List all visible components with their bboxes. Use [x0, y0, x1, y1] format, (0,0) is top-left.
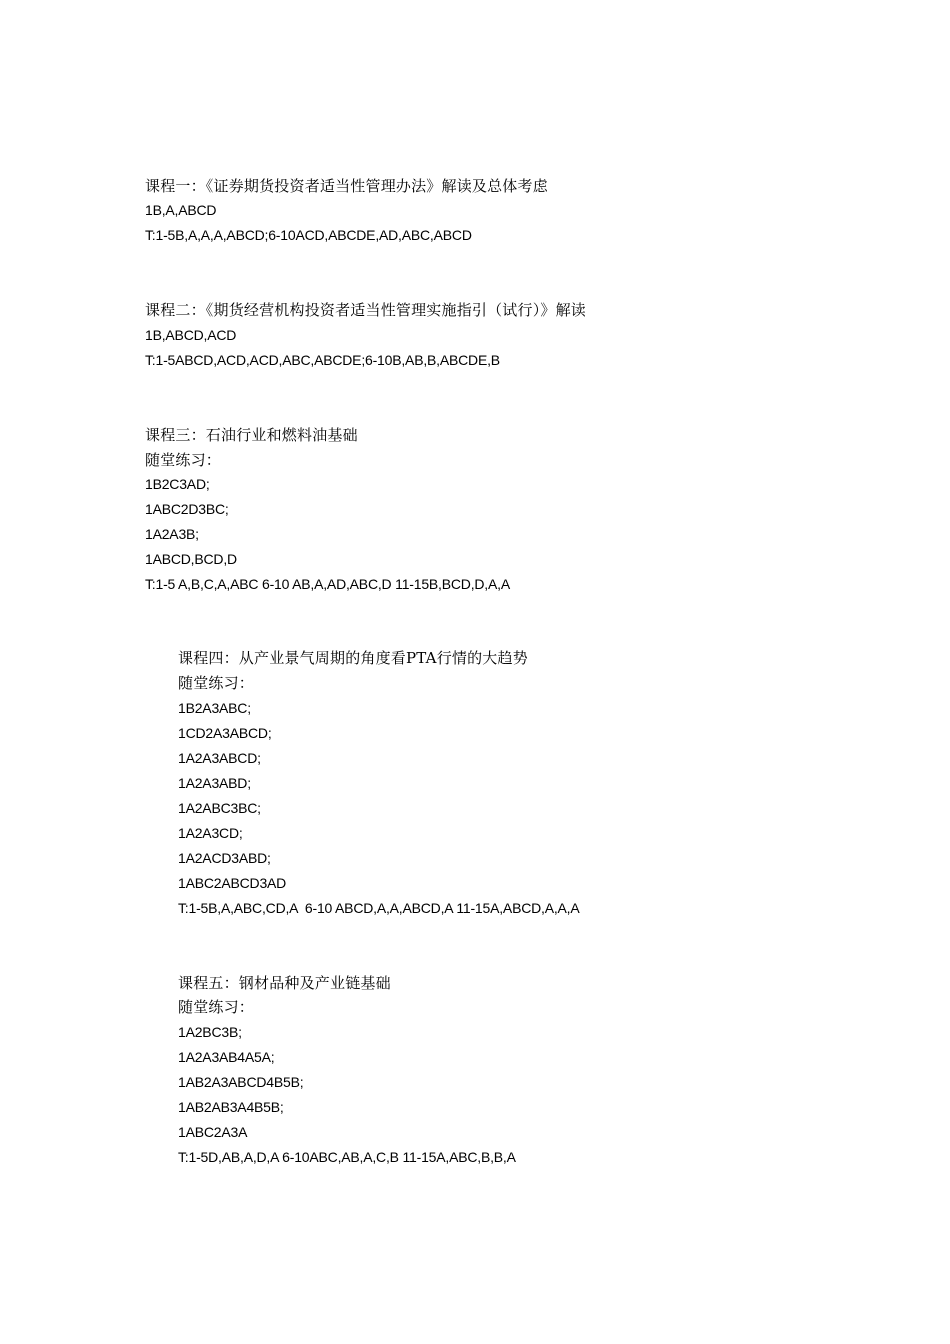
course-3-answer-line-2: 1ABC2D3BC; — [145, 501, 229, 517]
course-5-answer-line-5: 1ABC2A3A — [178, 1124, 248, 1140]
course-4-answer-line-9: T:1-5B,A,ABC,CD,A 6-10 ABCD,A,A,ABCD,A 11-15A,ABCD,A,A,A — [178, 900, 580, 916]
course-5-answer-line-6: T:1-5D,AB,A,D,A 6-10ABC,AB,A,C,B 11-15A,ABC,B,B,A — [178, 1149, 516, 1165]
course-4-answer-line-2: 1CD2A3ABCD; — [178, 725, 272, 741]
course-4-answer-line-7: 1A2ACD3ABD; — [178, 850, 271, 866]
course-5-practice-label: 随堂练习： — [178, 998, 255, 1016]
course-4-answer-line-4: 1A2A3ABD; — [178, 775, 251, 791]
course-3-answer-line-3: 1A2A3B; — [145, 526, 199, 542]
course-5-answer-line-2: 1A2A3AB4A5A; — [178, 1049, 275, 1065]
course-3-practice-label: 随堂练习： — [145, 451, 222, 469]
course-2-answer-line-2: T:1-5ABCD,ACD,ACD,ABC,ABCDE;6-10B,AB,B,ABCDE,B — [145, 352, 500, 368]
course-3-answer-line-5: T:1-5 A,B,C,A,ABC 6-10 AB,A,AD,ABC,D 11-15B,BCD,D,A,A — [145, 576, 510, 592]
course-4-title: 课程四：从产业景气周期的角度看PTA行情的大趋势 — [178, 649, 528, 667]
course-3-answer-line-4: 1ABCD,BCD,D — [145, 551, 237, 567]
course-4-answer-line-8: 1ABC2ABCD3AD — [178, 875, 287, 891]
course-3-title: 课程三：石油行业和燃料油基础 — [145, 426, 358, 444]
course-4-answer-line-6: 1A2A3CD; — [178, 825, 243, 841]
course-4-practice-label: 随堂练习： — [178, 674, 255, 692]
course-5-answer-line-3: 1AB2A3ABCD4B5B; — [178, 1074, 304, 1090]
course-1-answer-line-1: 1B,A,ABCD — [145, 202, 217, 218]
course-5-title: 课程五：钢材品种及产业链基础 — [178, 974, 391, 992]
course-4-answer-line-1: 1B2A3ABC; — [178, 700, 251, 716]
course-5-answer-line-1: 1A2BC3B; — [178, 1024, 242, 1040]
course-1-title: 课程一：《证券期货投资者适当性管理办法》解读及总体考虑 — [145, 177, 548, 195]
course-1-answer-line-2: T:1-5B,A,A,A,ABCD;6-10ACD,ABCDE,AD,ABC,ABCD — [145, 227, 472, 243]
course-5-answer-line-4: 1AB2AB3A4B5B; — [178, 1099, 284, 1115]
course-4-answer-line-5: 1A2ABC3BC; — [178, 800, 261, 816]
course-2-title: 课程二：《期货经营机构投资者适当性管理实施指引（试行）》解读 — [145, 301, 587, 319]
course-3-answer-line-1: 1B2C3AD; — [145, 476, 210, 492]
course-4-answer-line-3: 1A2A3ABCD; — [178, 750, 261, 766]
course-2-answer-line-1: 1B,ABCD,ACD — [145, 327, 237, 343]
